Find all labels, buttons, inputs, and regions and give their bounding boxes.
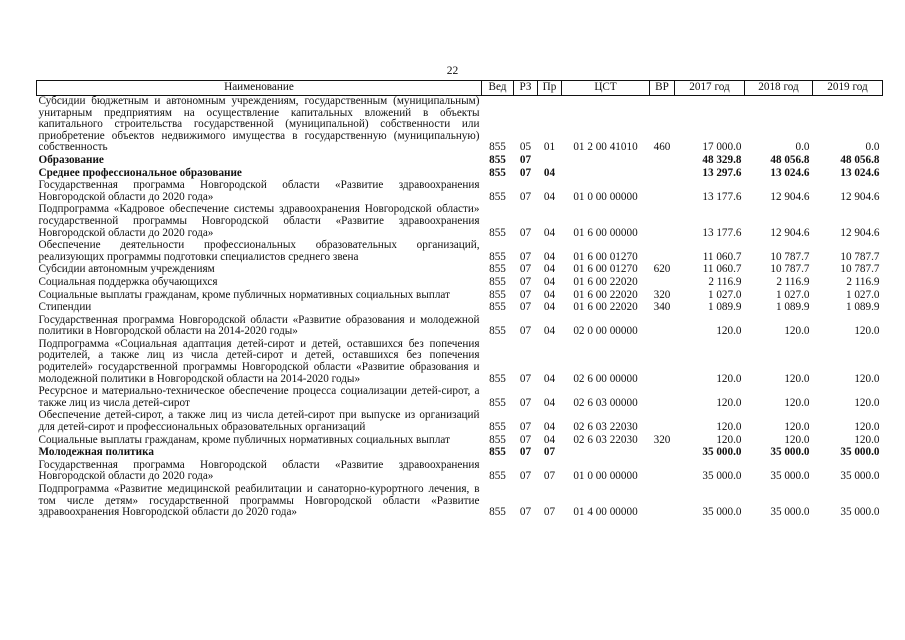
row-vr xyxy=(650,315,675,339)
row-rz: 07 xyxy=(519,275,532,288)
row-ved: 855 xyxy=(489,250,506,263)
row-2017: 48 329.8 xyxy=(702,153,742,166)
row-ved: 855 xyxy=(489,372,506,385)
table-row xyxy=(37,460,883,484)
row-pr: 04 xyxy=(543,421,556,434)
table-row xyxy=(37,302,883,315)
row-name: Стипендии xyxy=(38,301,92,314)
row-vr xyxy=(650,460,675,484)
row-2018: 10 787.7 xyxy=(770,263,810,276)
row-cst: 01 6 00 22020 xyxy=(573,275,638,288)
row-2019: 120.0 xyxy=(854,421,880,434)
row-vr xyxy=(650,386,675,410)
row-2018: 2 116.9 xyxy=(776,275,810,288)
row-pr: 04 xyxy=(543,226,556,239)
row-cst xyxy=(562,155,650,168)
row-pr: 04 xyxy=(543,301,556,314)
row-rz: 07 xyxy=(519,506,532,519)
row-pr: 04 xyxy=(543,263,556,276)
col-header-name: Наименование xyxy=(37,81,482,96)
row-2019: 10 787.7 xyxy=(840,263,880,276)
row-vr xyxy=(650,484,675,520)
row-vr xyxy=(650,155,675,168)
row-rz: 07 xyxy=(519,226,532,239)
row-cst: 02 6 00 00000 xyxy=(573,372,638,385)
row-vr: 320 xyxy=(653,433,671,446)
row-2018: 12 904.6 xyxy=(770,190,810,203)
row-ved: 855 xyxy=(489,288,506,301)
row-2019: 35 000.0 xyxy=(840,446,880,459)
row-ved: 855 xyxy=(489,153,506,166)
row-cst: 01 6 00 01270 xyxy=(573,250,638,263)
row-name: Ресурсное и материально-техническое обеспечение процесса социализации детей-сирот, а также лиц из числа детей-сирот xyxy=(38,385,480,409)
row-pr: 04 xyxy=(543,250,556,263)
table-row xyxy=(37,339,883,386)
row-cst: 02 6 03 22030 xyxy=(573,421,638,434)
row-cst: 01 2 00 41010 xyxy=(573,141,638,154)
row-ved: 855 xyxy=(489,421,506,434)
row-ved: 855 xyxy=(489,325,506,338)
row-rz: 07 xyxy=(519,301,532,314)
row-rz: 07 xyxy=(519,372,532,385)
budget-table xyxy=(36,80,883,520)
row-2018: 35 000.0 xyxy=(770,470,810,483)
row-rz: 07 xyxy=(519,470,532,483)
row-name: Государственная программа Новгородской области «Развитие здравоохранения Новгородской области до 2020 года» xyxy=(38,179,480,203)
row-cst: 02 0 00 00000 xyxy=(573,325,638,338)
table-row xyxy=(37,96,883,155)
table-row xyxy=(37,204,883,240)
row-vr: 320 xyxy=(653,288,671,301)
row-name: Молодежная политика xyxy=(38,446,154,459)
row-2019: 0.0 xyxy=(865,141,880,154)
col-header-pr: Пр xyxy=(538,81,562,96)
row-2018: 0.0 xyxy=(795,141,810,154)
row-2019: 10 787.7 xyxy=(840,250,880,263)
row-vr: 460 xyxy=(653,141,671,154)
row-2018: 120.0 xyxy=(784,421,810,434)
row-name: Среднее профессиональное образование xyxy=(38,166,242,179)
row-cst: 01 0 00 00000 xyxy=(573,470,638,483)
row-2018: 10 787.7 xyxy=(770,250,810,263)
row-ved: 855 xyxy=(489,166,506,179)
row-2019: 12 904.6 xyxy=(840,226,880,239)
row-cst: 02 6 03 00000 xyxy=(573,396,638,409)
row-name: Социальная поддержка обучающихся xyxy=(38,275,218,288)
row-name: Социальные выплаты гражданам, кроме публичных нормативных социальных выплат xyxy=(38,433,450,446)
col-header-2019: 2019 год xyxy=(813,81,883,96)
table-row xyxy=(37,290,883,303)
row-pr: 04 xyxy=(543,372,556,385)
row-2018: 1 089.9 xyxy=(775,301,810,314)
row-ved: 855 xyxy=(489,470,506,483)
table-header-row xyxy=(37,81,883,96)
row-2018: 120.0 xyxy=(784,433,810,446)
row-name: Субсидии автономным учреждениям xyxy=(38,263,215,276)
page-number: 22 xyxy=(446,65,459,77)
row-rz: 07 xyxy=(519,421,532,434)
row-rz: 07 xyxy=(519,433,532,446)
row-2017: 35 000.0 xyxy=(702,470,742,483)
row-pr: 04 xyxy=(543,166,556,179)
row-cst: 02 6 03 22030 xyxy=(573,433,638,446)
table-body xyxy=(37,96,883,520)
row-rz: 07 xyxy=(519,446,532,459)
row-ved: 855 xyxy=(489,301,506,314)
row-cst xyxy=(562,447,650,460)
row-vr xyxy=(650,447,675,460)
row-cst xyxy=(562,168,650,181)
table-row xyxy=(37,447,883,460)
row-2017: 120.0 xyxy=(716,421,742,434)
row-name: Обеспечение деятельности профессиональных образовательных организаций, реализующих программы подготовки специалистов среднего звена xyxy=(38,239,480,263)
row-pr: 04 xyxy=(543,190,556,203)
row-ved: 855 xyxy=(489,226,506,239)
row-name: Государственная программа Новгородской области «Развитие здравоохранения Новгородской области до 2020 года» xyxy=(38,458,480,483)
row-cst: 01 4 00 00000 xyxy=(573,506,638,519)
row-2019: 35 000.0 xyxy=(840,506,880,519)
row-2019: 13 024.6 xyxy=(840,166,880,179)
row-2017: 11 060.7 xyxy=(702,250,742,263)
row-2017: 13 177.6 xyxy=(702,190,742,203)
row-2017: 35 000.0 xyxy=(702,506,742,519)
row-ved: 855 xyxy=(489,190,506,203)
col-header-ved: Вед xyxy=(482,81,514,96)
row-2017: 11 060.7 xyxy=(702,263,742,276)
row-2017: 120.0 xyxy=(716,433,742,446)
row-ved: 855 xyxy=(489,506,506,519)
row-rz: 07 xyxy=(519,263,532,276)
row-rz: 07 xyxy=(519,396,532,409)
col-header-vr: ВР xyxy=(650,81,675,96)
row-2017: 35 000.0 xyxy=(702,446,742,459)
row-2019: 120.0 xyxy=(854,372,880,385)
row-pr: 04 xyxy=(543,288,556,301)
row-ved: 855 xyxy=(489,275,506,288)
row-ved: 855 xyxy=(489,141,506,154)
row-vr xyxy=(650,204,675,240)
row-vr xyxy=(650,410,675,434)
row-rz: 07 xyxy=(519,325,532,338)
table-row xyxy=(37,155,883,168)
row-ved: 855 xyxy=(489,263,506,276)
row-2018: 12 904.6 xyxy=(770,226,810,239)
row-cst: 01 0 00 00000 xyxy=(573,190,638,203)
row-2017: 2 116.9 xyxy=(708,275,742,288)
row-pr: 04 xyxy=(543,275,556,288)
row-2019: 35 000.0 xyxy=(840,470,880,483)
row-2019: 48 056.8 xyxy=(840,153,880,166)
row-name: Обеспечение детей-сирот, а также лиц из числа детей-сирот при выпуске из организаций для детей-сирот и профессиональных образовательных организаций xyxy=(38,409,480,434)
row-2018: 1 027.0 xyxy=(775,288,810,301)
table-row xyxy=(37,484,883,520)
row-2018: 120.0 xyxy=(784,325,810,338)
row-vr xyxy=(650,168,675,181)
row-cst: 01 6 00 00000 xyxy=(573,226,638,239)
row-pr: 04 xyxy=(543,396,556,409)
row-name: Социальные выплаты гражданам, кроме публичных нормативных социальных выплат xyxy=(38,288,450,301)
row-cst: 01 6 00 22020 xyxy=(573,301,638,314)
row-2019: 12 904.6 xyxy=(840,190,880,203)
table-row xyxy=(37,277,883,290)
table-row xyxy=(37,386,883,410)
row-2018: 13 024.6 xyxy=(770,166,810,179)
row-2019: 1 089.9 xyxy=(845,301,880,314)
row-vr xyxy=(650,277,675,290)
row-2018: 120.0 xyxy=(784,396,810,409)
row-name: Государственная программа Новгородской области «Развитие образования и молодежной политики в Новгородской области на 2014-2020 годы» xyxy=(38,313,480,338)
row-pr: 04 xyxy=(543,433,556,446)
row-pr: 07 xyxy=(543,506,556,519)
row-2017: 1 027.0 xyxy=(707,288,742,301)
row-name: Подпрограмма «Развитие медицинской реабилитации и санаторно-курортного лечения, в том числе детям» государственной программы Новгородской области «Развитие здравоохранения Новгородской области до 2020 года» xyxy=(38,483,480,519)
row-2019: 120.0 xyxy=(854,325,880,338)
row-2019: 120.0 xyxy=(854,396,880,409)
table-row xyxy=(37,435,883,448)
col-header-2018: 2018 год xyxy=(745,81,813,96)
row-2017: 120.0 xyxy=(716,372,742,385)
row-vr xyxy=(650,339,675,386)
row-vr xyxy=(650,180,675,204)
row-name: Образование xyxy=(38,153,104,166)
row-2017: 1 089.9 xyxy=(707,301,742,314)
row-2019: 1 027.0 xyxy=(845,288,880,301)
row-name: Подпрограмма «Социальная адаптация детей-сирот и детей, оставшихся без попечения родителей, а также лиц из числа детей-сирот и детей, оставшихся без попечения родителей» государственной программы Новгородской области «Развитие образования и молодежной политики в Новгородской области на 2014-2020 годы» xyxy=(38,337,480,385)
row-pr: 01 xyxy=(543,141,556,154)
row-pr: 07 xyxy=(543,446,556,459)
row-2018: 35 000.0 xyxy=(770,506,810,519)
row-rz: 07 xyxy=(519,190,532,203)
row-cst: 01 6 00 01270 xyxy=(573,263,638,276)
row-2019: 120.0 xyxy=(854,433,880,446)
col-header-2017: 2017 год xyxy=(675,81,745,96)
row-vr xyxy=(650,240,675,264)
row-cst: 01 6 00 22020 xyxy=(573,288,638,301)
row-ved: 855 xyxy=(489,433,506,446)
row-rz: 07 xyxy=(519,166,532,179)
table-row xyxy=(37,240,883,264)
row-2017: 13 297.6 xyxy=(702,166,742,179)
table-row xyxy=(37,180,883,204)
row-vr: 340 xyxy=(653,301,671,314)
table-row xyxy=(37,315,883,339)
row-2018: 35 000.0 xyxy=(770,446,810,459)
row-2017: 17 000.0 xyxy=(702,141,742,154)
row-2017: 13 177.6 xyxy=(702,226,742,239)
row-vr: 620 xyxy=(653,263,671,276)
col-header-rz: РЗ xyxy=(514,81,538,96)
row-rz: 07 xyxy=(519,153,532,166)
row-2019: 2 116.9 xyxy=(846,275,880,288)
row-pr: 07 xyxy=(543,470,556,483)
row-ved: 855 xyxy=(489,396,506,409)
row-2017: 120.0 xyxy=(716,325,742,338)
row-rz: 07 xyxy=(519,250,532,263)
row-2018: 120.0 xyxy=(784,372,810,385)
row-2018: 48 056.8 xyxy=(770,153,810,166)
row-rz: 07 xyxy=(519,288,532,301)
row-rz: 05 xyxy=(519,141,532,154)
table-row xyxy=(37,410,883,434)
row-pr: 04 xyxy=(543,325,556,338)
col-header-cst: ЦСТ xyxy=(562,81,650,96)
row-name: Подпрограмма «Кадровое обеспечение системы здравоохранения Новгородской области» государственной программы Новгородской области «Развитие здравоохранения Новгородской области до 2020 года» xyxy=(38,203,480,239)
row-name: Субсидии бюджетным и автономным учреждениям, государственным (муниципальным) унитарным предприятиям на осуществление капитальных вложений в объекты капитального строительства государственной (муниципальной) собственности или приобретение объектов недвижимого имущества в государственную (муниципальную) собственность xyxy=(38,95,480,154)
row-ved: 855 xyxy=(489,446,506,459)
row-pr xyxy=(538,155,562,168)
row-2017: 120.0 xyxy=(716,396,742,409)
